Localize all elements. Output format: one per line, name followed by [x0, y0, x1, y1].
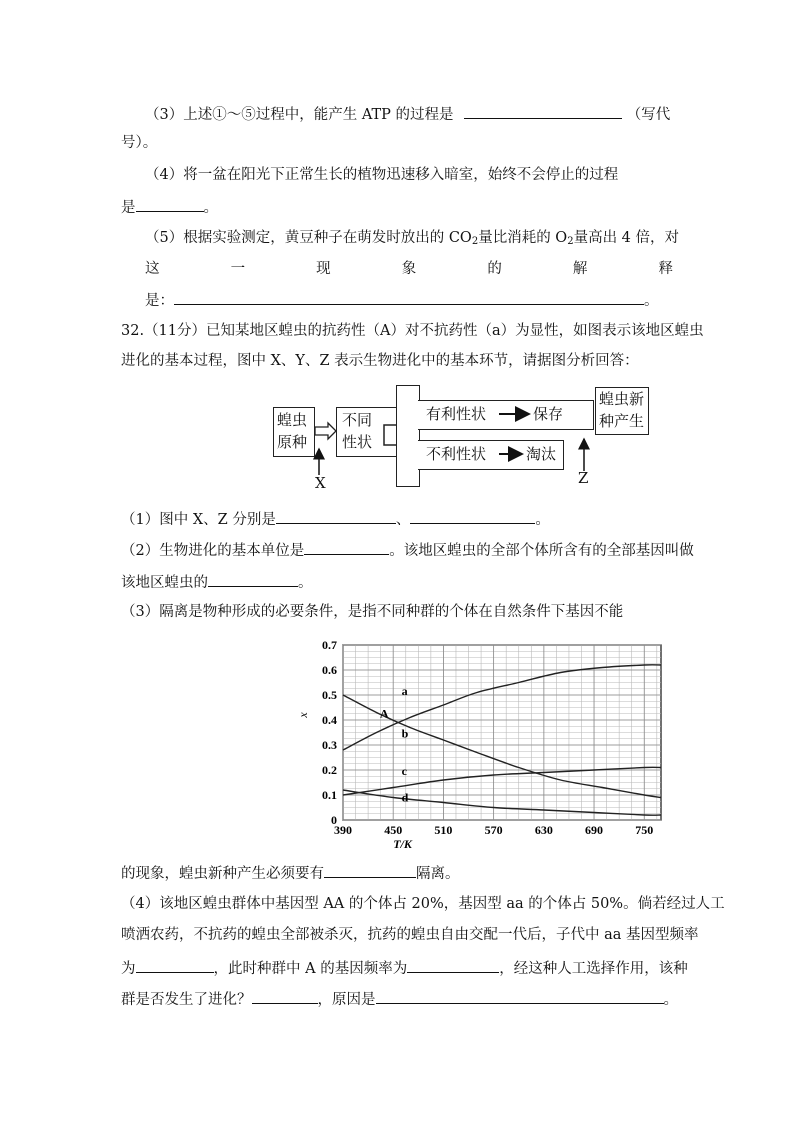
x-tick-label: 510	[434, 823, 453, 837]
y-tick-label: 0.1	[322, 788, 337, 802]
intersection-label: A	[379, 706, 389, 721]
answer-blank-32-4c[interactable]	[252, 988, 318, 1004]
answer-blank-32-4a[interactable]	[136, 957, 214, 973]
q32-intro-2: 进化的基本过程，图中 X、Y、Z 表示生物进化中的基本环节，请据图分析回答：	[121, 353, 639, 369]
answer-blank-32-2b[interactable]	[208, 571, 298, 587]
series-label-d: d	[401, 790, 409, 805]
y-axis-label: x	[296, 712, 310, 718]
new-species-box: 蝗虫新 种产生	[595, 387, 649, 435]
q31-part4-cont: 是 。	[121, 196, 218, 218]
q31-part5-answer: 是： 。	[145, 289, 659, 311]
q32-sub3-cont: 的现象，蝗虫新种产生必须要有 隔离。	[121, 862, 460, 884]
q32-sub1: （1）图中 X、Z 分别是 、 。	[121, 508, 550, 530]
series-label-a: a	[401, 684, 408, 698]
answer-blank-32-4b[interactable]	[407, 957, 499, 973]
favorable-traits-box: 有利性状 保存	[418, 400, 594, 430]
answer-blank-31-3[interactable]	[464, 103, 622, 119]
y-tick-label: 0.6	[322, 663, 337, 677]
diff-connector	[384, 425, 396, 445]
q32-sub2: （2）生物进化的基本单位是 。该地区蝗虫的全部个体所含有的全部基因叫做	[121, 539, 694, 561]
y-tick-label: 0.3	[322, 738, 337, 752]
answer-blank-32-2a[interactable]	[304, 539, 389, 555]
origin-species-box: 蝗虫 原种	[273, 407, 315, 457]
x-tick-label: 750	[635, 823, 654, 837]
q31-part5-spaced: 这 一 现 象 的 解 释	[145, 261, 673, 277]
q32-sub2-cont: 该地区蝗虫的 。	[121, 571, 313, 593]
y-tick-label: 0.4	[322, 713, 337, 727]
evolution-flow-diagram	[270, 385, 650, 490]
z-label: Z	[578, 469, 589, 487]
answer-blank-32-1b[interactable]	[410, 508, 535, 524]
q32-sub4-1: （4）该地区蝗虫群体中基因型 AA 的个体占 20%，基因型 aa 的个体占 50%。倘若经过人工	[121, 896, 725, 912]
different-traits-box: 不同 性状	[336, 407, 398, 457]
x-label: X	[315, 474, 326, 492]
x-tick-label: 690	[585, 823, 604, 837]
y-tick-label: 0.5	[322, 688, 337, 702]
x-tick-label: 450	[384, 823, 403, 837]
x-tick-label: 630	[534, 823, 553, 837]
q31-part3: （3）上述①～⑤过程中，能产生 ATP 的过程是 （写代	[145, 103, 670, 125]
y-tick-label: 0.7	[322, 638, 337, 652]
answer-blank-32-1a[interactable]	[276, 508, 396, 524]
unfavorable-traits-box: 不利性状 淘汰	[418, 440, 564, 470]
series-label-c: c	[401, 764, 407, 778]
x-tick-label: 390	[334, 823, 352, 837]
q32-sub4-2: 喷洒农药，不抗药的蝗虫全部被杀灭，抗药的蝗虫自由交配一代后，子代中 aa 基因型频率	[121, 927, 699, 943]
answer-blank-31-4[interactable]	[136, 196, 204, 212]
x-axis-label: T/K	[393, 837, 412, 851]
series-label-b: b	[401, 726, 409, 741]
answer-blank-32-4d[interactable]	[376, 988, 664, 1004]
q32-intro-1: 32.（11分）已知某地区蝗虫的抗药性（A）对不抗药性（a）为显性，如图表示该地区蝗虫	[121, 323, 704, 339]
q31-part5: （5）根据实验测定，黄豆种子在萌发时放出的 $CO_2$量比消耗的 $O_2$量高出 4 倍，对	[145, 230, 680, 247]
answer-blank-31-5[interactable]	[174, 289, 644, 305]
q31-part4: （4）将一盆在阳光下正常生长的植物迅速移入暗室，始终不会停止的过程	[145, 167, 619, 183]
temperature-x-chart	[295, 635, 675, 860]
x-tick-label: 570	[484, 823, 503, 837]
q32-sub3: （3）隔离是物种形成的必要条件，是指不同种群的个体在自然条件下基因不能	[121, 604, 624, 620]
q31-part3-cont: 号）。	[121, 135, 158, 151]
y-tick-label: 0.2	[322, 763, 337, 777]
y-tick-label: 0	[331, 813, 337, 827]
q32-sub4-3: 为 ，此时种群中 A 的基因频率为 ，经这种人工选择作用，该种	[121, 957, 688, 979]
q32-sub4-4: 群是否发生了进化？ ，原因是 。	[121, 988, 678, 1010]
answer-blank-32-3[interactable]	[324, 862, 416, 878]
hollow-arrow	[315, 423, 336, 439]
diagram-arrows	[270, 385, 650, 490]
